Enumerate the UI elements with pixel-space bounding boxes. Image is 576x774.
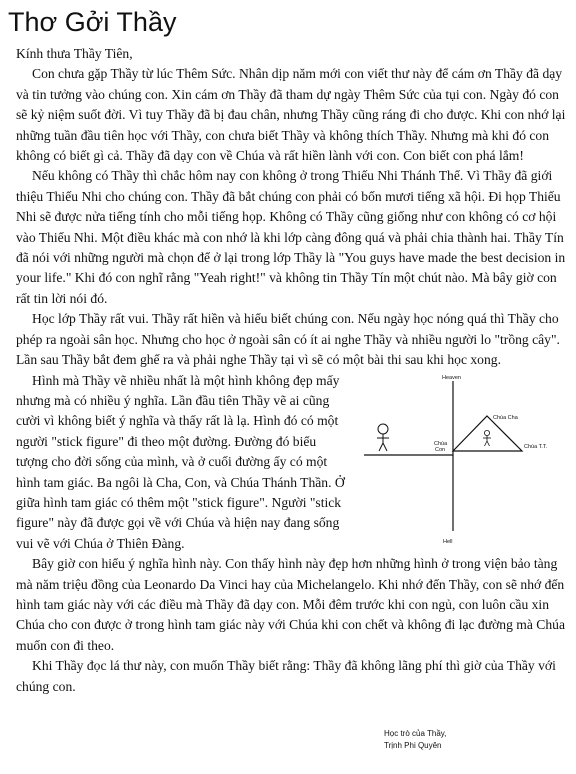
chua-thanh-than-label: Chúa T.T.: [524, 443, 548, 450]
chua-con-label-1: Chúa: [434, 440, 448, 447]
chua-cha-label: Chúa Cha: [493, 414, 518, 421]
trinity-triangle: [453, 416, 522, 451]
signature-line-1: Học trò của Thầy,: [384, 729, 447, 738]
paragraph-6: Khi Thầy đọc lá thư này, con muốn Thầy biết rằng: Thầy đã không lãng phí thì giờ của Thầy với chúng con.: [16, 658, 556, 694]
stick-figure-traveler: [377, 424, 389, 451]
stick-figure-in-triangle: [483, 430, 491, 446]
heaven-label: Heaven: [442, 374, 461, 381]
paragraph-3: Học lớp Thầy rất vui. Thầy rất hiền và hiểu biết chúng con. Nếu ngày học nóng quá thì Thầy cho phép ra ngoài sân học. Nhưng cho học ở ngoài sân có ít ai nghe Thầy và nhiều người lo "trồng cây". Lần sau Thầy bắt đem ghế ra và phải nghe Thầy tại vì sẽ có một bài thi sau khi học xong.: [16, 311, 560, 368]
page-title: Thơ Gởi Thầy: [8, 7, 177, 37]
signature-name: Trịnh Phi Quyên: [384, 741, 442, 750]
paragraph-5: Bây giờ con hiểu ý nghĩa hình này. Con thấy hình này đẹp hơn những hình ở trong viện bảo tàng mà năm triệu đồng của Leonardo Da Vinci hay của Michelangelo. Khi nhớ đến Thầy, con sẽ nhớ đến hình tam giác này với các điều mà Thầy đã dạy con. Mỗi đêm trước khi con ngủ, con luôn cầu xin Chúa cho con được ở trong hình tam giác này với Chúa khi con chết và không đi lạc đường mà Chúa muốn con đi theo.: [16, 556, 565, 653]
chua-con-label-2: Con: [435, 446, 446, 453]
hell-label: Hell: [443, 538, 453, 545]
paragraph-4: Hình mà Thầy vẽ nhiều nhất là một hình không đẹp mấy nhưng mà có nhiều ý nghĩa. Lần đầu tiên Thầy vẽ ai cũng cười vì không biết ý nghĩa và thấy rất là lạ. Hình đó có một người "stick figure" đi theo một đường. Đường đó biểu tượng cho đời sống của mình, và ở cuối đường ấy có một hình tam giác. Ba ngôi là Cha, Con, và Chúa Thánh Thần. Ở giữa hình tam giác có thêm một "stick figure". Người "stick figure" này đã được gọi về với Chúa và hiện nay đang sống vui vẽ với Chúa ở Thiên Đàng.: [16, 372, 345, 551]
triangle-diagram: [358, 373, 568, 548]
signature: [384, 728, 446, 752]
greeting: Kính thưa Thầy Tiên,: [16, 46, 133, 61]
diagram-svg: [358, 373, 568, 548]
paragraph-2: Nếu không có Thầy thì chắc hôm nay con không ở trong Thiếu Nhi Thánh Thể. Vì Thầy đã giới thiệu Thiếu Nhi cho chúng con. Thầy đã bắt chúng con phải có bốn mươi tiếng xã hội. Đi họp Thiếu Nhi sẽ được nửa tiếng tính cho mỗi tiếng họp. Không có Thầy cũng giống như con không có cơ hội vào Thiếu Nhi. Một điều khác mà con nhớ là khi lớp càng đông quá và phải chia thành hai. Thầy Tín đã nói với những người mà chọn để ở lại trong lớp Thầy là "You guys have made the best decision in your life." Khi đó con nghĩ rằng "Yeah right!" và không tin Thầy Tín một chút nào. Mà bây giờ con rất tin lời nói đó.: [16, 168, 566, 306]
paragraph-1: Con chưa gặp Thầy từ lúc Thêm Sức. Nhân dịp năm mới con viết thư này để cám ơn Thầy đã dạy và tin tưởng vào chúng con. Xin cám ơn Thầy đã tham dự ngày Thêm Sức của tụi con. Ngày đó con sẽ kỷ niệm suốt đời. Vì tuy Thầy đã bị đau chân, nhưng Thầy cũng ráng đi cho được. Khi con nhớ lại những tuần đầu tiên học với Thầy, con chưa biết Thầy và không thích Thầy. Nhưng mà khi đó con không có biết gì cả. Thầy đã dạy con về Chúa và rất hiền lành với con. Con biết con phá lắm!: [16, 66, 566, 164]
letter-body: [16, 44, 568, 697]
